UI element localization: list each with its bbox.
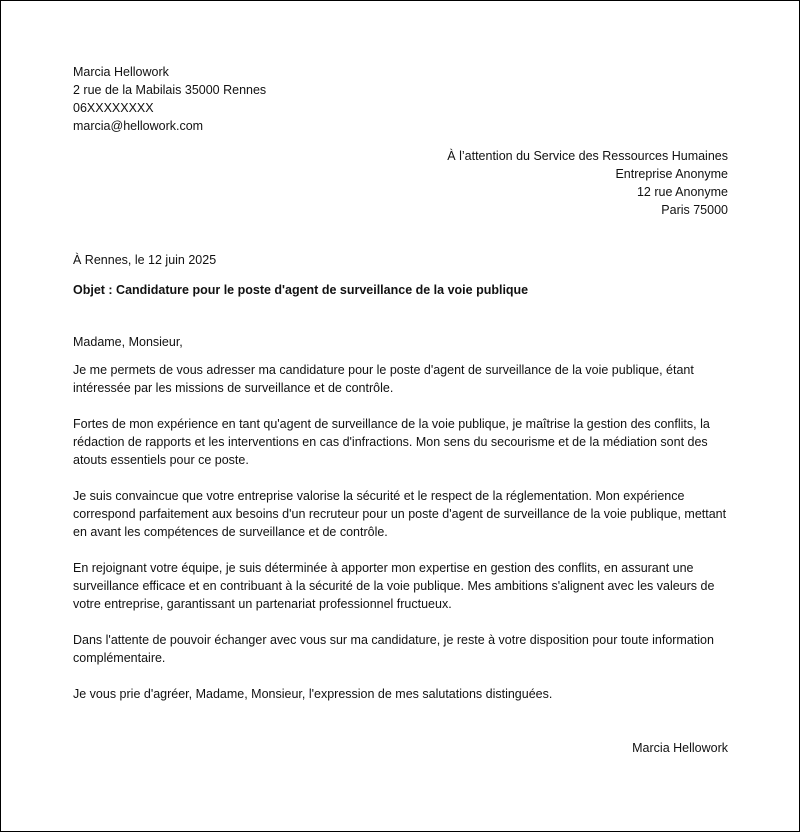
letter-content bbox=[73, 63, 728, 757]
sender-name: Marcia Hellowork bbox=[73, 65, 169, 79]
signature-name: Marcia Hellowork bbox=[632, 741, 728, 755]
sender-address: 2 rue de la Mabilais 35000 Rennes bbox=[73, 83, 267, 97]
recipient-street: 12 rue Anonyme bbox=[636, 185, 728, 199]
recipient-company: Entreprise Anonyme bbox=[615, 167, 728, 181]
sender-block bbox=[73, 63, 728, 135]
body-paragraph: En rejoignant votre équipe, je suis déterminée à apporter mon expertise en gestion des conflits, en assurant une surveillance efficace et en contribuant à la sécurité de la voie publique. Mes ambitions s'alignent avec les valeurs de votre entreprise, garantissant un partenariat professionnel fructueux. bbox=[73, 561, 715, 611]
letter-salutation: Madame, Monsieur, bbox=[73, 335, 183, 349]
letter-subject: Objet : Candidature pour le poste d'agent de surveillance de la voie publique bbox=[73, 283, 529, 297]
sender-phone: 06XXXXXXXX bbox=[73, 101, 154, 115]
closing-paragraph: Je vous prie d'agréer, Madame, Monsieur, l'expression de mes salutations distinguées. bbox=[73, 687, 553, 701]
body-paragraph: Je suis convaincue que votre entreprise valorise la sécurité et le respect de la réglementation. Mon expérience correspond parfaitement aux besoins d'un recruteur pour un poste d'agent de surveillance de la voie publique, mettant en avant les compétences de surveillance et de contrôle. bbox=[73, 489, 727, 539]
recipient-block bbox=[73, 147, 728, 219]
body-paragraph: Je me permets de vous adresser ma candidature pour le poste d'agent de surveillance de la voie publique, étant intéressée par les missions de surveillance et de contrôle. bbox=[73, 363, 694, 395]
sender-email: marcia@hellowork.com bbox=[73, 119, 204, 133]
body-paragraph: Dans l'attente de pouvoir échanger avec vous sur ma candidature, je reste à votre disposition pour toute information complémentaire. bbox=[73, 633, 714, 665]
place-date: À Rennes, le 12 juin 2025 bbox=[73, 253, 217, 267]
body-paragraph: Fortes de mon expérience en tant qu'agent de surveillance de la voie publique, je maîtrise la gestion des conflits, la rédaction de rapports et les interventions en cas d'infractions. Mon sens du secourisme et de la médiation sont des atouts essentiels pour ce poste. bbox=[73, 417, 710, 467]
recipient-city: Paris 75000 bbox=[661, 203, 728, 217]
recipient-attention: À l’attention du Service des Ressources Humaines bbox=[447, 149, 728, 163]
